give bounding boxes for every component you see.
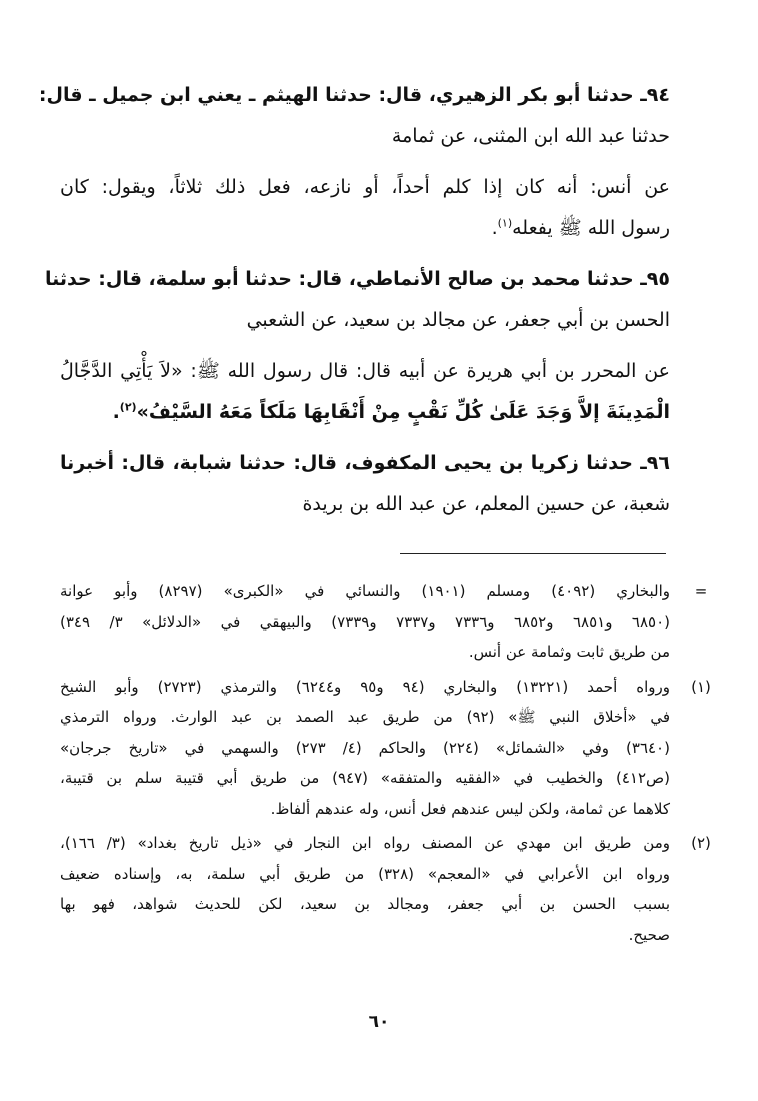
text-line: ٩٤ـ حدثنا أبو بكر الزهيري، قال: حدثنا الهيثم ـ يعني ابن جميل ـ قال: bbox=[38, 84, 670, 106]
text-line: ٩٦ـ حدثنا زكريا بن يحيى المكفوف، قال: حدثنا شبابة، قال: أخبرنا bbox=[60, 452, 670, 474]
text-line: ٩٥ـ حدثنا محمد بن صالح الأنماطي، قال: حدثنا أبو سلمة، قال: حدثنا bbox=[44, 268, 670, 290]
text-line: الحسن بن أبي جعفر، عن مجالد بن سعيد، عن الشعبي bbox=[246, 309, 670, 331]
text-line: شعبة، عن حسين المعلم، عن عبد الله بن بريدة bbox=[302, 493, 670, 515]
paragraph-96-isnad bbox=[60, 443, 670, 525]
footnote-2 bbox=[60, 828, 711, 950]
footnote-mark: (١) bbox=[691, 677, 711, 696]
footnote-line: كلاهما عن ثمامة، ولكن ليس عندهم فعل أنس، وله عندهم ألفاظ. bbox=[270, 799, 670, 818]
footnote-line: بسبب الحسن بن أبي جعفر، ومجالد بن سعيد، لكن للحديث شواهد، فهو بها bbox=[60, 895, 670, 913]
text-line bbox=[60, 208, 670, 249]
page-number: ٦٠ bbox=[368, 1012, 390, 1032]
text-fragment: الْمَدِينَةَ إلاَّ وَجَدَ عَلَىٰ كُلِّ نَقْبٍ مِنْ أَنْقَابِهَا مَلَكاً مَعَهُ السَّيْفُ» bbox=[136, 401, 670, 423]
footnote-line: (٣٦٤٠) وفي «الشمائل» (٢٢٤) والحاكم (٤/ ٢٧٣) والسهمي في «تاريخ جرجان» bbox=[60, 738, 670, 757]
paragraph-95-matn bbox=[60, 351, 670, 433]
footnotes bbox=[60, 576, 711, 954]
text-line: عن أنس: أنه كان إذا كلم أحداً، أو نازعه، فعل ذلك ثلاثاً، ويقول: كان bbox=[60, 176, 670, 198]
footnote-line: في «أخلاق النبي ﷺ» (٩٢) من طريق عبد الصمد بن عبد الوارث. ورواه الترمذي bbox=[60, 708, 670, 726]
footnote-ref[interactable]: (٢) bbox=[119, 400, 137, 414]
text-line bbox=[60, 392, 670, 433]
footnote-line: (٦٨٥٠ و٦٨٥١ و٦٨٥٢ و٧٣٣٦ و٧٣٣٧ و٧٣٣٩) والبيهقي في «الدلائل» ٣/ ٣٤٩) bbox=[60, 612, 670, 631]
paragraph-94-isnad bbox=[38, 75, 670, 157]
text-fragment: رسول الله ﷺ يفعله bbox=[512, 217, 670, 239]
footnote-line: صحيح. bbox=[628, 925, 670, 944]
footnote-continued bbox=[60, 576, 708, 668]
text-line: عن المحرر بن أبي هريرة عن أبيه قال: قال رسول الله ﷺ: «لاَ يَأْتِي الدَّجَّالُ bbox=[60, 360, 670, 382]
footnote-line: من طريق ثابت وثمامة عن أنس. bbox=[468, 643, 670, 661]
footnote-ref[interactable]: (١) bbox=[497, 216, 513, 230]
paragraph-95-isnad bbox=[44, 259, 670, 341]
footnote-line: ورواه أحمد (١٣٢٢١) والبخاري (٩٤ و٩٥ و٦٢٤٤) والترمذي (٢٧٢٣) وأبو الشيخ bbox=[60, 677, 670, 696]
main-text bbox=[38, 75, 670, 535]
footnote-mark: = bbox=[694, 582, 708, 600]
footnote-line: ورواه ابن الأعرابي في «المعجم» (٣٢٨) من طريق أبي سلمة، به، وإسناده ضعيف bbox=[60, 864, 670, 883]
footnote-line: (ص٤١٢) والخطيب في «الفقيه والمتفقه» (٩٤٧) من طريق أبي قتيبة سلم بن قتيبة، bbox=[60, 769, 670, 787]
text-fragment: . bbox=[112, 401, 120, 423]
footnote-line: والبخاري (٤٠٩٢) ومسلم (١٩٠١) والنسائي في «الكبرى» (٨٢٩٧) وأبو عوانة bbox=[60, 582, 670, 600]
footnote-line: ومن طريق ابن مهدي عن المصنف رواه ابن النجار في «ذيل تاريخ بغداد» (٣/ ١٦٦)، bbox=[60, 834, 670, 852]
paragraph-94-matn bbox=[60, 167, 670, 249]
text-line: حدثنا عبد الله ابن المثنى، عن ثمامة bbox=[391, 125, 670, 147]
footnote-mark: (٢) bbox=[691, 834, 711, 852]
footnote-separator bbox=[400, 553, 666, 554]
text-fragment: . bbox=[491, 217, 498, 239]
footnote-1 bbox=[60, 672, 711, 825]
